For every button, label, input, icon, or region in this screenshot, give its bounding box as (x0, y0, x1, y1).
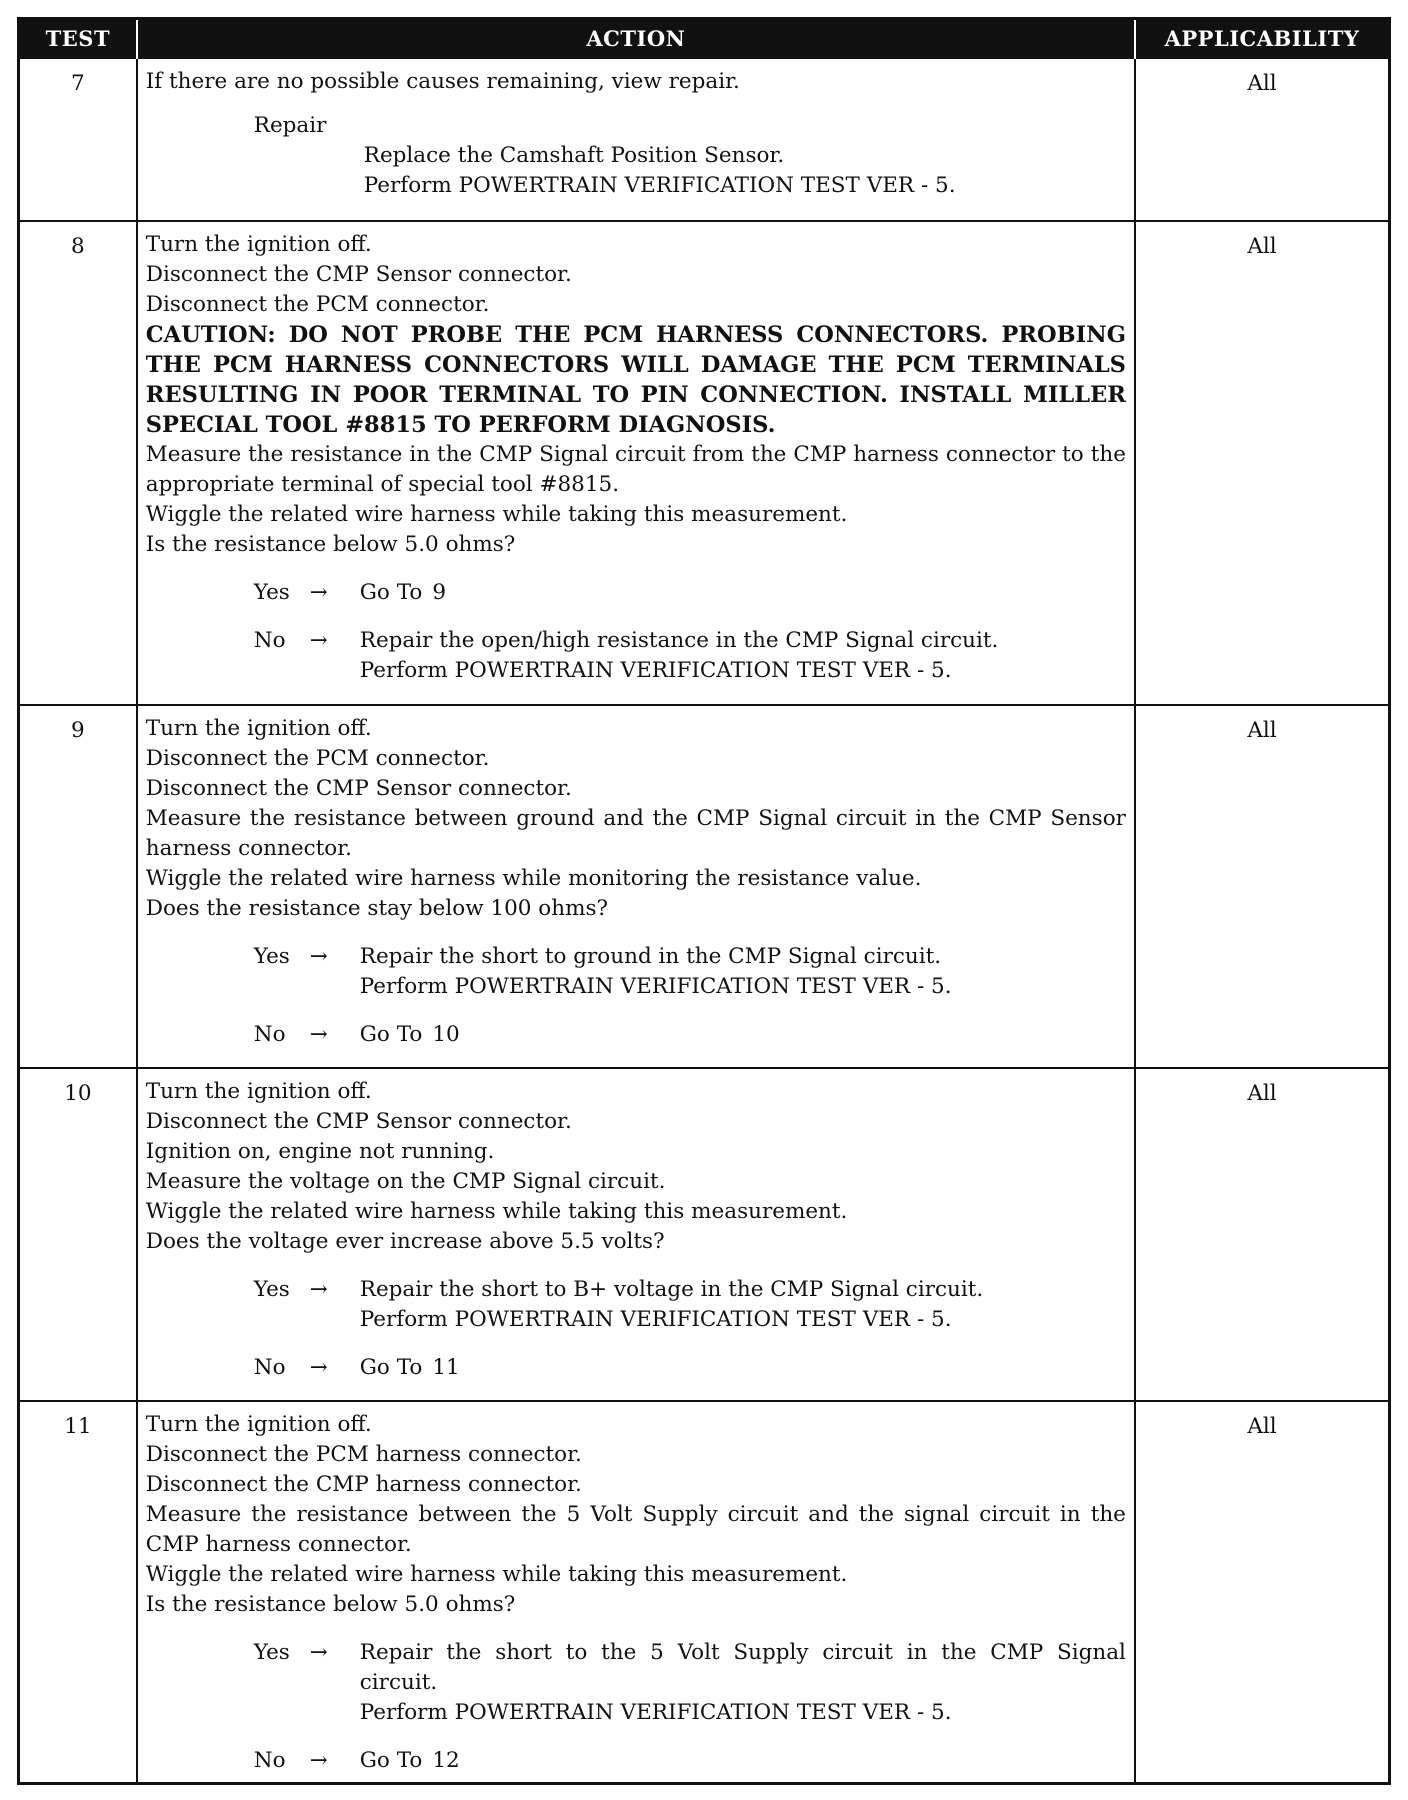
test-number: 9 (19, 705, 137, 1068)
test-table (17, 17, 1391, 1785)
applicability-value: All (1135, 705, 1390, 1068)
step: Wiggle the related wire harness while taking this measurement. (145, 1562, 848, 1587)
applicability-value: All (1135, 1401, 1390, 1784)
outcome-label: Yes (253, 944, 290, 969)
step: Ignition on, engine not running. (145, 1139, 495, 1164)
outcome-label: No (253, 628, 286, 653)
test-row-9 (19, 705, 1390, 1068)
outcome-no (146, 1353, 1126, 1383)
outcome-line: Repair the short to ground in the CMP Signal circuit. (359, 944, 942, 969)
step: Turn the ignition off. (145, 716, 372, 741)
goto-label: Go To (359, 1748, 423, 1773)
action-cell (137, 221, 1135, 705)
outcome-label: Yes (253, 1277, 290, 1302)
step: Disconnect the CMP Sensor connector. (145, 776, 572, 801)
test-row-11 (19, 1401, 1390, 1784)
goto-link[interactable]: 10 (432, 1022, 460, 1047)
arrow-icon: → (309, 1748, 328, 1773)
repair-label: Repair (253, 113, 327, 138)
action-cell (137, 1068, 1135, 1401)
step: Disconnect the CMP Sensor connector. (145, 1109, 572, 1134)
header-test: TEST (19, 19, 137, 59)
step: Disconnect the PCM connector. (145, 292, 490, 317)
step: Measure the resistance in the CMP Signal circuit from the CMP harness connector to the appropriate terminal of special tool #8815. (145, 442, 1126, 497)
arrow-icon: → (309, 1355, 328, 1380)
outcome-line: Perform POWERTRAIN VERIFICATION TEST VER - 5. (359, 1700, 952, 1725)
step: Turn the ignition off. (145, 1412, 372, 1437)
outcome-label: No (253, 1022, 286, 1047)
arrow-icon: → (309, 1277, 328, 1302)
arrow-icon: → (309, 944, 328, 969)
arrow-icon: → (309, 1640, 328, 1665)
applicability-value: All (1135, 221, 1390, 705)
outcome-no (146, 1746, 1126, 1776)
goto-link[interactable]: 11 (432, 1355, 460, 1380)
step: Wiggle the related wire harness while taking this measurement. (145, 1199, 848, 1224)
test-row-10 (19, 1068, 1390, 1401)
outcome-line: Perform POWERTRAIN VERIFICATION TEST VER - 5. (359, 658, 952, 683)
test-row-7 (19, 58, 1390, 221)
step: Disconnect the PCM harness connector. (145, 1442, 582, 1467)
step: Measure the voltage on the CMP Signal circuit. (145, 1169, 666, 1194)
step: Wiggle the related wire harness while monitoring the resistance value. (145, 866, 922, 891)
outcome-line: Repair the short to B+ voltage in the CMP Signal circuit. (359, 1277, 984, 1302)
goto-label: Go To (359, 1022, 423, 1047)
header-action: ACTION (137, 19, 1135, 59)
repair-line: Perform POWERTRAIN VERIFICATION TEST VER - 5. (363, 173, 956, 198)
step: Disconnect the PCM connector. (145, 746, 490, 771)
step: Does the resistance stay below 100 ohms? (145, 896, 609, 921)
goto-label: Go To (359, 580, 423, 605)
step: Measure the resistance between ground and the CMP Signal circuit in the CMP Sensor harness connector. (145, 806, 1126, 861)
test-number: 8 (19, 221, 137, 705)
outcome-no (146, 1020, 1126, 1050)
arrow-icon: → (309, 580, 328, 605)
arrow-icon: → (309, 1022, 328, 1047)
outcome-yes (146, 1638, 1126, 1728)
goto-link[interactable]: 12 (432, 1748, 460, 1773)
outcome-label: Yes (253, 580, 290, 605)
goto-link[interactable]: 9 (432, 580, 447, 605)
action-cell (137, 1401, 1135, 1784)
outcome-line: Perform POWERTRAIN VERIFICATION TEST VER - 5. (359, 974, 952, 999)
repair-line: Replace the Camshaft Position Sensor. (363, 143, 785, 168)
step: Wiggle the related wire harness while taking this measurement. (145, 502, 848, 527)
goto-label: Go To (359, 1355, 423, 1380)
step: Disconnect the CMP harness connector. (145, 1472, 582, 1497)
test-number: 10 (19, 1068, 137, 1401)
caution-note: CAUTION: DO NOT PROBE THE PCM HARNESS CONNECTORS. PROBING THE PCM HARNESS CONNECTORS WILL DAMAGE THE PCM TERMINALS RESULTING IN POOR TERMINAL TO PIN CONNECTION. INSTALL MILLER SPECIAL TOOL #8815 TO PERFORM DIAGNOSIS. (145, 322, 1126, 438)
applicability-value: All (1135, 1068, 1390, 1401)
header-applicability: APPLICABILITY (1135, 19, 1390, 59)
step: Disconnect the CMP Sensor connector. (145, 262, 572, 287)
outcome-label: No (253, 1748, 286, 1773)
step: If there are no possible causes remaining, view repair. (145, 69, 740, 94)
outcome-yes (146, 1275, 1126, 1335)
test-row-8 (19, 221, 1390, 705)
step: Turn the ignition off. (145, 232, 372, 257)
outcome-label: Yes (253, 1640, 290, 1665)
step: Is the resistance below 5.0 ohms? (145, 1592, 516, 1617)
arrow-icon: → (309, 628, 328, 653)
outcome-line: Repair the short to the 5 Volt Supply circuit in the CMP Signal circuit. (359, 1640, 1126, 1695)
action-cell (137, 705, 1135, 1068)
test-number: 7 (19, 58, 137, 221)
outcome-line: Perform POWERTRAIN VERIFICATION TEST VER - 5. (359, 1307, 952, 1332)
outcome-yes (146, 578, 1126, 608)
applicability-value: All (1135, 58, 1390, 221)
step: Measure the resistance between the 5 Volt Supply circuit and the signal circuit in the CMP harness connector. (145, 1502, 1126, 1557)
step: Is the resistance below 5.0 ohms? (145, 532, 516, 557)
outcome-line: Repair the open/high resistance in the CMP Signal circuit. (359, 628, 999, 653)
test-number: 11 (19, 1401, 137, 1784)
step: Turn the ignition off. (145, 1079, 372, 1104)
outcome-yes (146, 942, 1126, 1002)
header-row (19, 19, 1390, 59)
action-cell (137, 58, 1135, 221)
step: Does the voltage ever increase above 5.5 volts? (145, 1229, 665, 1254)
outcome-label: No (253, 1355, 286, 1380)
outcome-no (146, 626, 1126, 686)
